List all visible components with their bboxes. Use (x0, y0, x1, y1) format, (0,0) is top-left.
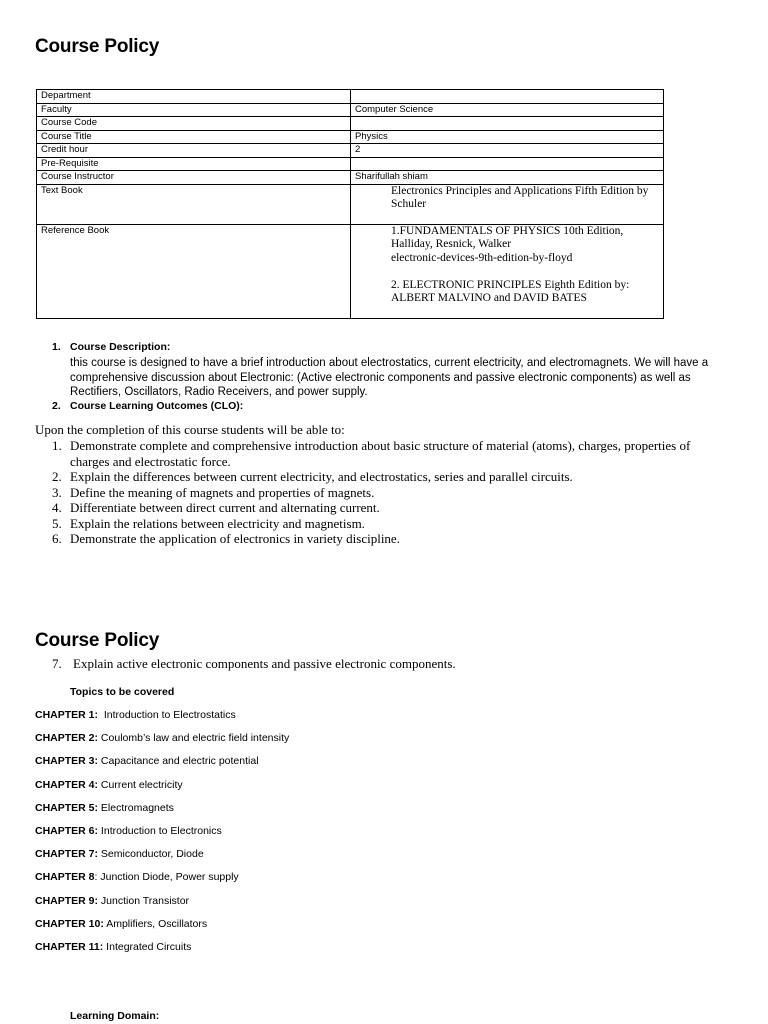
item-text: Explain the relations between electricity and magnetism. (70, 515, 365, 531)
chapter-item (35, 709, 289, 732)
row-value: Physics (351, 130, 664, 144)
page-title: Course Policy (35, 36, 160, 57)
row-label: Pre-Requisite (37, 157, 351, 171)
table-row (37, 103, 664, 117)
chapter-item (35, 732, 289, 755)
chapter-text: Capacitance and electric potential (98, 755, 259, 768)
chapter-text: : Junction Diode, Power supply (94, 871, 239, 884)
chapter-label: CHAPTER 5: (35, 801, 99, 814)
chapter-text: Semiconductor, Diode (98, 848, 204, 861)
reference-book-line: electronic-devices-9th-edition-by-floyd (391, 251, 573, 264)
clo-list (52, 438, 732, 547)
chapter-item (35, 802, 289, 825)
chapter-item (35, 848, 289, 871)
table-row (37, 117, 664, 131)
item-text: Explain active electronic components and passive electronic components. (73, 656, 456, 671)
section-number: 2. (52, 400, 61, 412)
item-number: 2. (52, 469, 62, 484)
row-label: Text Book (37, 184, 351, 224)
reference-book-value (351, 224, 664, 318)
course-description-text: this course is designed to have a brief introduction about electrostatics, current electricity, and electromagnets. We will have a comprehensive discussion about Electronic: (Active electronic components and passive electronic components) as well as Rectifiers, Oscillators, Radio Receivers, and power supply. (70, 357, 709, 398)
list-item (52, 485, 732, 501)
reference-book-line: 1.FUNDAMENTALS OF PHYSICS 10th Edition, (391, 224, 624, 237)
table-row-text-book (37, 184, 664, 224)
table-row (37, 171, 664, 185)
course-info-table (36, 89, 664, 319)
reference-book-line: 2. ELECTRONIC PRINCIPLES Eighth Edition by: (391, 278, 630, 291)
chapter-text: Junction Transistor (98, 894, 190, 907)
chapter-item (35, 779, 289, 802)
item-number: 5. (52, 515, 62, 531)
chapter-text: Current electricity (98, 778, 183, 791)
chapter-label: CHAPTER 2: (35, 732, 99, 745)
row-value: Sharifullah shiam (351, 171, 664, 185)
chapter-item (35, 825, 289, 848)
item-number: 3. (52, 484, 62, 500)
chapter-text: Electromagnets (98, 801, 174, 814)
reference-book-line: ALBERT MALVINO and DAVID BATES (391, 292, 587, 304)
row-value (351, 117, 664, 131)
chapter-item (35, 941, 289, 964)
list-item (52, 469, 732, 485)
chapter-text: Introduction to Electronics (98, 824, 222, 837)
text-book-line: Schuler (391, 198, 427, 210)
item-text: Demonstrate complete and comprehensive introduction about basic structure of material (atoms), charges, properties of charges and electrostatic force. (70, 438, 691, 469)
row-label: Credit hour (37, 144, 351, 158)
reference-book-line (355, 265, 659, 279)
chapter-text: Introduction to Electrostatics (98, 709, 236, 721)
item-number: 4. (52, 500, 62, 515)
row-value (351, 157, 664, 171)
item-text: Demonstrate the application of electronics in variety discipline. (70, 531, 400, 546)
row-label: Faculty (37, 103, 351, 117)
item-number: 7. (52, 656, 62, 671)
text-book-line: Electronics Principles and Applications Fifth Edition by (391, 184, 649, 197)
row-value (351, 90, 664, 104)
row-value: Computer Science (351, 103, 664, 117)
list-item (52, 531, 732, 547)
chapter-item (35, 918, 289, 941)
clo-item-7 (52, 656, 732, 672)
text-book-value (351, 184, 664, 224)
item-number: 1. (52, 438, 62, 453)
table-row (37, 144, 664, 158)
topics-heading: Topics to be covered (70, 686, 175, 698)
list-item (52, 438, 732, 469)
list-item (52, 516, 732, 532)
chapter-label: CHAPTER 11: (35, 940, 104, 953)
chapter-item (35, 871, 289, 894)
chapter-label: CHAPTER 8 (35, 871, 95, 884)
list-item (52, 500, 732, 516)
row-label: Department (37, 90, 351, 104)
chapter-label: CHAPTER 6: (35, 824, 99, 837)
section-number: 1. (52, 341, 61, 353)
section-title: Course Description: (70, 341, 171, 353)
chapter-label: CHAPTER 9: (35, 894, 99, 907)
chapter-label: CHAPTER 10: (35, 917, 104, 930)
section-title: Course Learning Outcomes (CLO): (70, 400, 244, 412)
chapter-label: CHAPTER 7: (35, 848, 99, 861)
chapter-label: CHAPTER 3: (35, 755, 99, 768)
clo-intro: Upon the completion of this course students will be able to: (35, 422, 345, 437)
table-row (37, 90, 664, 104)
item-text: Explain the differences between current electricity, and electrostatics, series and parallel circuits. (70, 469, 573, 484)
chapter-label: CHAPTER 4: (35, 778, 99, 791)
item-number: 6. (52, 531, 62, 546)
chapter-text: Integrated Circuits (103, 940, 192, 953)
row-value: 2 (351, 144, 664, 158)
chapter-list (35, 709, 289, 964)
chapter-item (35, 895, 289, 918)
chapter-text: Coulomb’s law and electric field intensity (98, 732, 290, 745)
chapter-text: Amplifiers, Oscillators (103, 917, 208, 930)
table-row-reference-book (37, 224, 664, 318)
chapter-label: CHAPTER 1: (35, 709, 99, 721)
row-label: Course Title (37, 130, 351, 144)
row-label: Reference Book (37, 224, 351, 318)
table-row (37, 157, 664, 171)
chapter-item (35, 755, 289, 778)
row-label: Course Instructor (37, 171, 351, 185)
table-row (37, 130, 664, 144)
item-text: Define the meaning of magnets and properties of magnets. (70, 484, 375, 500)
reference-book-line: Halliday, Resnick, Walker (391, 238, 512, 250)
item-text: Differentiate between direct current and alternating current. (70, 500, 380, 515)
row-label: Course Code (37, 117, 351, 131)
page-title: Course Policy (35, 630, 160, 651)
learning-domain-heading: Learning Domain: (70, 1010, 160, 1022)
